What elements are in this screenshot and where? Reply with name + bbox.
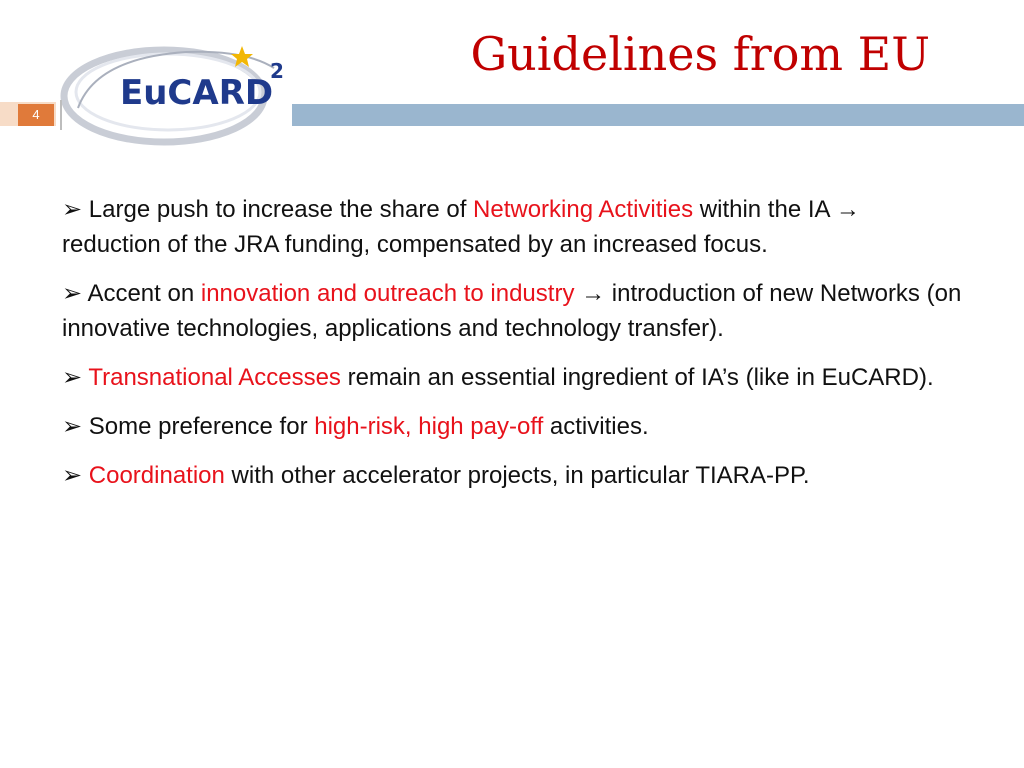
bullet-marker-icon: ➢	[62, 462, 83, 489]
bullet-highlight: Transnational Accesses	[88, 364, 341, 391]
bullet-list	[62, 192, 962, 507]
page-title: Guidelines from EU	[470, 27, 930, 81]
logo-superscript: 2	[270, 59, 284, 83]
bullet-highlight: innovation and outreach to industry	[200, 280, 575, 307]
bullet-text-post: remain an essential ingredient of IA’s (like in EuCARD).	[340, 364, 934, 391]
bullet-marker-icon: ➢	[62, 196, 83, 223]
bullet-text-post: → introduction of new Networks (on innovative technologies, applications and technology transfer).	[62, 280, 962, 342]
bullet-item	[62, 192, 962, 262]
eucard-logo	[56, 38, 306, 148]
bullet-marker-icon: ➢	[62, 364, 83, 391]
bullet-marker-icon: ➢	[62, 413, 83, 440]
bullet-marker-icon: ➢	[62, 280, 83, 307]
page-number: 4	[18, 104, 54, 126]
bullet-highlight: Networking Activities	[473, 196, 694, 223]
header-bar	[292, 104, 1024, 126]
bullet-text-pre: Accent on	[87, 280, 201, 307]
logo-text: EuCARD	[120, 73, 274, 113]
bullet-highlight: high-risk, high pay-off	[314, 413, 544, 440]
bullet-text-post: activities.	[543, 413, 649, 440]
eucard-logo-icon	[56, 38, 306, 148]
bullet-text-pre: Some preference for	[88, 413, 315, 440]
bullet-item	[62, 360, 962, 395]
bullet-text-pre: Large push to increase the share of	[88, 196, 474, 223]
divider-line	[60, 100, 62, 130]
bullet-item	[62, 409, 962, 444]
bullet-text-post: within the IA → reduction of the JRA funding, compensated by an increased focus.	[62, 196, 860, 258]
bullet-item	[62, 276, 962, 346]
bullet-highlight: Coordination	[88, 462, 225, 489]
bullet-item	[62, 458, 962, 493]
bullet-text-post: with other accelerator projects, in particular TIARA-PP.	[224, 462, 810, 489]
